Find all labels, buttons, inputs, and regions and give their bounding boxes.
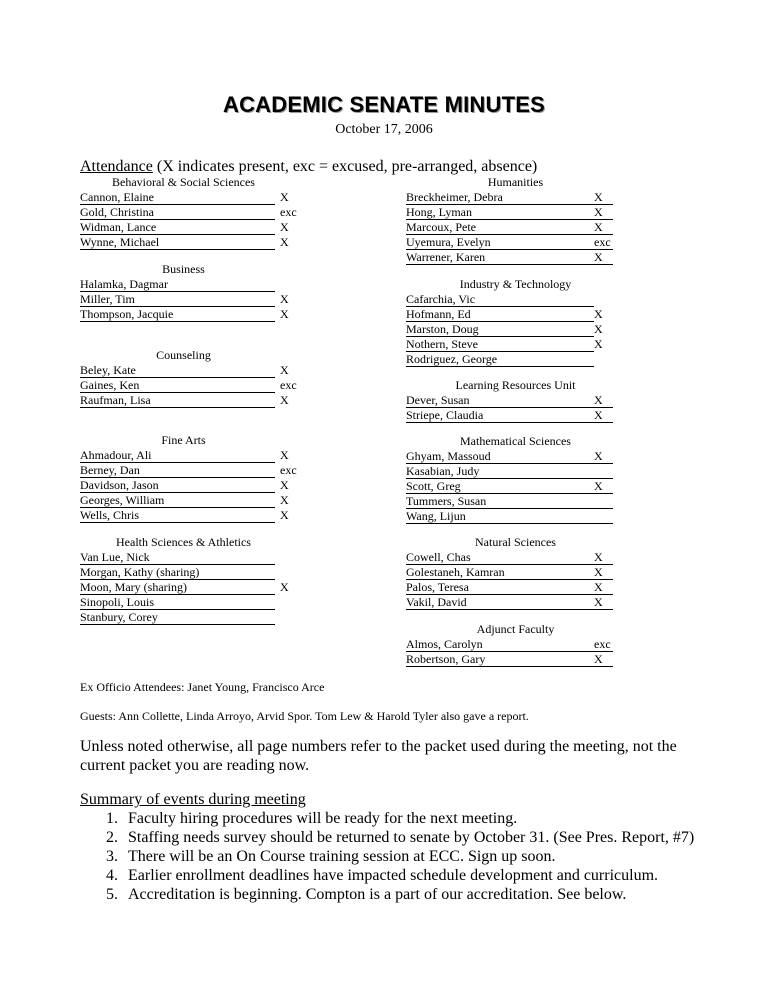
attendance-row [406,322,603,337]
member-name: Miller, Tim [80,292,135,306]
member-name: Davidson, Jason [80,478,159,492]
attendance-status: X [280,508,289,522]
member-name: Wells, Chris [80,508,140,522]
summary-list [80,809,694,904]
attendance-status: X [280,448,289,462]
member-name: Palos, Teresa [406,580,469,594]
attendance-status: X [594,479,603,493]
attendance-status: X [280,478,289,492]
attendance-row [406,550,613,565]
dept-name: Behavioral & Social Sciences [112,175,255,189]
attendance-row [406,408,613,423]
attendance-row [406,565,613,580]
attendance-row [406,292,594,307]
attendance-row [80,220,289,235]
attendance-row [80,610,275,625]
attendance-row [406,494,613,509]
attendance-status: X [280,292,289,306]
summary-section [80,790,694,904]
page-title: ACADEMIC SENATE MINUTES [223,92,545,117]
attendance-status: exc [594,637,611,651]
dept-group [406,622,625,667]
attendance-row [80,292,289,307]
attendance-row [406,337,603,352]
dept-name: Natural Sciences [475,535,556,549]
attendance-status: X [280,580,289,594]
attendance-row [406,307,603,322]
attendance-row [80,595,275,610]
member-name: Wang, Lijun [406,509,466,523]
attendance-row [80,508,289,523]
member-name: Sinopoli, Louis [80,595,155,609]
attendance-status: X [280,307,289,321]
dept-name: Business [162,262,205,276]
dept-name: Counseling [156,348,211,362]
dept-group [80,535,287,625]
attendance-status: X [594,393,603,407]
attendance-status: X [594,652,603,666]
attendance-status: X [594,550,603,564]
attendance-row [406,637,613,652]
member-name: Marston, Doug [406,322,479,336]
attendance-row [406,509,613,524]
attendance-row [80,307,289,322]
member-name: Marcoux, Pete [406,220,476,234]
attendance-status: X [594,190,603,204]
attendance-row [406,449,613,464]
member-name: Cowell, Chas [406,550,471,564]
summary-item: 3. There will be an On Course training session at ECC. Sign up soon. [122,847,694,866]
summary-item: 2. Staffing needs survey should be returned to senate by October 31. (See Pres. Report, #7) [122,828,694,847]
attendance-row [80,478,289,493]
attendance-row [406,479,613,494]
attendance-status: X [280,190,289,204]
member-name: Beley, Kate [80,363,136,377]
attendance-status: X [594,565,603,579]
attendance-row [406,250,613,265]
member-name: Uyemura, Evelyn [406,235,491,249]
member-name: Gaines, Ken [80,378,140,392]
attendance-status: X [280,235,289,249]
attendance-status: X [594,449,603,463]
attendance-status: X [280,363,289,377]
attendance-row [80,448,289,463]
member-name: Gold, Christina [80,205,154,219]
attendance-status: X [594,205,603,219]
attendance-row [80,190,289,205]
attendance-row [80,277,275,292]
attendance-row [406,190,613,205]
attendance-status: X [594,337,603,351]
member-name: Ghyam, Massoud [406,449,491,463]
attendance-status: exc [280,205,297,219]
member-name: Golestaneh, Kamran [406,565,505,579]
dept-group [80,175,297,250]
attendance-status: exc [594,235,611,249]
attendance-row [406,393,613,408]
member-name: Striepe, Claudia [406,408,484,422]
attendance-heading [80,158,537,176]
attendance-row [80,493,289,508]
attendance-row [80,363,289,378]
attendance-row [80,235,289,250]
attendance-note: (X indicates present, exc = excused, pre-arranged, absence) [156,158,538,175]
member-name: Berney, Dan [80,463,140,477]
attendance-status: X [594,220,603,234]
dept-name: Learning Resources Unit [455,378,576,392]
dept-name: Industry & Technology [459,277,572,291]
page-number-note: Unless noted otherwise, all page numbers refer to the packet used during the meeting, not the current packet you are reading now. [80,738,677,774]
member-name: Robertson, Gary [406,652,486,666]
member-name: Raufman, Lisa [80,393,151,407]
member-name: Halamka, Dagmar [80,277,168,291]
dept-group [406,535,625,610]
guests-line: Guests: Ann Collette, Linda Arroyo, Arvid Spor. Tom Lew & Harold Tyler also gave a report. [80,709,529,723]
attendance-row [80,205,297,220]
member-name: Vakil, David [406,595,467,609]
summary-item: 1. Faculty hiring procedures will be ready for the next meeting. [122,809,694,828]
member-name: Warrener, Karen [406,250,486,264]
attendance-row [406,205,613,220]
member-name: Moon, Mary (sharing) [80,580,187,594]
attendance-status: X [594,322,603,336]
attendance-row [406,220,613,235]
attendance-label: Attendance [80,158,153,175]
attendance-row [406,595,613,610]
summary-item: 4. Earlier enrollment deadlines have impacted schedule development and curriculum. [122,866,694,885]
attendance-row [80,393,289,408]
attendance-status: X [594,595,603,609]
member-name: Cafarchia, Vic [406,292,476,306]
attendance-status: exc [280,378,297,392]
attendance-status: X [594,250,603,264]
member-name: Thompson, Jacquie [80,307,174,321]
member-name: Hofmann, Ed [406,307,471,321]
attendance-status: X [280,493,289,507]
attendance-row [80,565,275,580]
member-name: Rodriguez, George [406,352,498,366]
member-name: Ahmadour, Ali [80,448,152,462]
attendance-status: X [280,393,289,407]
attendance-row [80,378,297,393]
member-name: Van Lue, Nick [80,550,150,564]
member-name: Breckheimer, Debra [406,190,503,204]
dept-name: Adjunct Faculty [476,622,555,636]
member-name: Georges, William [80,493,165,507]
attendance-row [406,352,594,367]
summary-heading: Summary of events during meeting [80,791,306,808]
member-name: Almos, Carolyn [406,637,483,651]
attendance-row [406,652,613,667]
member-name: Stanbury, Corey [80,610,158,624]
member-name: Morgan, Kathy (sharing) [80,565,200,579]
attendance-status: X [594,408,603,422]
attendance-row [80,550,275,565]
member-name: Wynne, Michael [80,235,160,249]
member-name: Scott, Greg [406,479,461,493]
summary-item: 5. Accreditation is beginning. Compton is a part of our accreditation. See below. [122,885,694,904]
dept-group [80,348,297,408]
attendance-row [80,580,289,595]
meeting-date: October 17, 2006 [335,122,433,137]
dept-name: Mathematical Sciences [460,434,571,448]
member-name: Cannon, Elaine [80,190,154,204]
attendance-row [80,463,297,478]
dept-name: Health Sciences & Athletics [116,535,251,549]
dept-group [406,434,625,524]
attendance-row [406,464,613,479]
attendance-status: X [594,307,603,321]
dept-group [80,262,287,322]
member-name: Widman, Lance [80,220,157,234]
dept-group [406,378,625,423]
dept-name: Humanities [487,175,544,189]
dept-name: Fine Arts [161,433,206,447]
attendance-status: X [594,580,603,594]
dept-group [80,433,297,523]
attendance-row [406,580,613,595]
dept-group [406,175,625,265]
member-name: Nothern, Steve [406,337,478,351]
ex-officio-line: Ex Officio Attendees: Janet Young, Francisco Arce [80,680,325,694]
dept-group [406,277,625,367]
attendance-status: exc [280,463,297,477]
member-name: Hong, Lyman [406,205,472,219]
member-name: Kasabian, Judy [406,464,480,478]
attendance-row [406,235,613,250]
member-name: Tummers, Susan [406,494,487,508]
member-name: Dever, Susan [406,393,470,407]
attendance-status: X [280,220,289,234]
